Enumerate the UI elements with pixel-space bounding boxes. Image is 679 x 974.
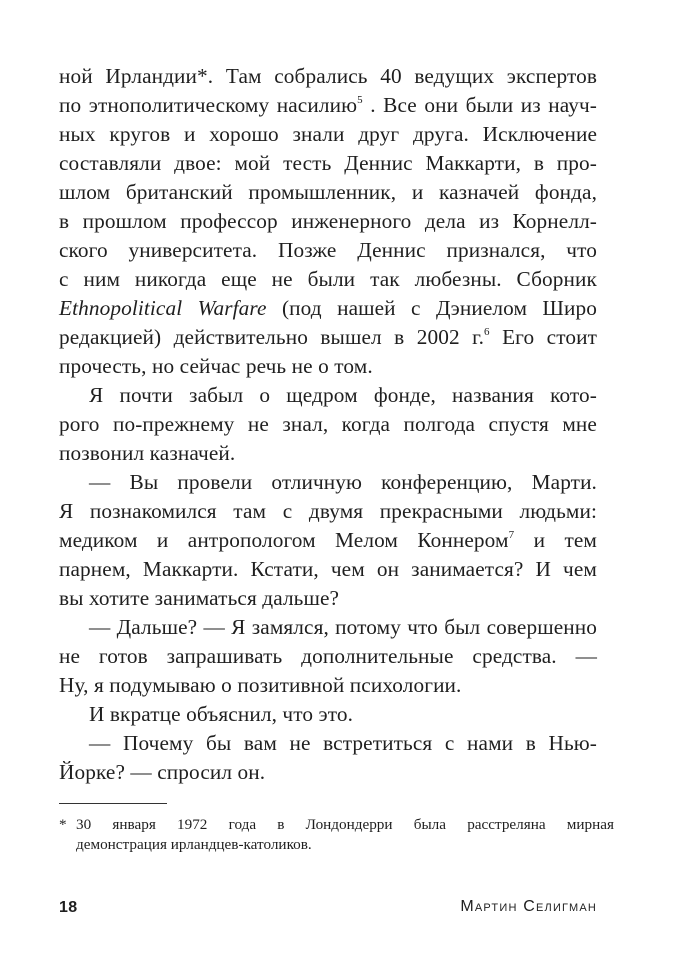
text-line: ных кругов и хорошо знали друг друга. Исключение [59, 122, 597, 146]
book-title: Ethnopolitical Warfare [59, 296, 267, 320]
text-line: прочесть, но сейчас речь не о том. [59, 354, 373, 378]
text-line: Ну, я подумываю о позитивной психологии. [59, 673, 462, 697]
text-line: шлом британский промышленник, и казначей фонда, [59, 180, 597, 204]
footnote-line: демонстрация ирландцев-католиков. [76, 836, 312, 853]
text-line: ского университета. Позже Деннис признался, что [59, 238, 597, 262]
footnote-ref-7[interactable]: 7 [508, 529, 515, 541]
text-line: рого по-прежнему не знал, когда полгода спустя мне [59, 412, 597, 436]
text-line: по этнополитическому насилию$^5$ . Все они были из науч- [59, 93, 597, 117]
footnote-ref-6[interactable]: 6 [484, 326, 490, 338]
text-line: Я познакомился там с двумя прекрасными людьми: [59, 499, 597, 523]
footnote [59, 815, 614, 855]
text-line: редакцией) действительно вышел в 2002 г.$^6$ Его стоит [59, 325, 597, 349]
text-line: составляли двое: мой тесть Деннис Маккарти, в про- [59, 151, 597, 175]
text-line: не готов запрашивать дополнительные средства. — [59, 644, 597, 668]
text-line: в прошлом профессор инженерного дела из Корнелл- [59, 209, 597, 233]
text-line: ной Ирландии*. Там собрались 40 ведущих экспертов [59, 64, 597, 88]
text-line: И вкратце объяснил, что это. [89, 702, 354, 726]
text-line: с ним никогда еще не были так любезны. Сборник [59, 267, 597, 291]
footnote-ref-5[interactable]: 5 [357, 94, 363, 106]
text-line: — Почему бы вам не встретиться с нами в Нью- [89, 731, 597, 755]
running-head-author: Мартин Селигман [460, 898, 597, 915]
text-line: Йорке? — спросил он. [59, 760, 266, 784]
text-line: парнем, Маккарти. Кстати, чем он занимается? И чем [59, 557, 597, 581]
text-line: вы хотите заниматься дальше? [59, 586, 340, 610]
text-line: Я почти забыл о щедром фонде, названия кото- [89, 383, 597, 407]
page-number: 18 [59, 899, 78, 916]
body-text [59, 62, 597, 787]
text-line: — Дальше? — Я замялся, потому что был совершенно [89, 615, 597, 639]
footnote-line: * 30 января 1972 года в Лондондерри была расстреляна мирная [59, 816, 614, 833]
text-line: Ethnopolitical Warfare (под нашей с Дэниелом Широ [59, 296, 597, 320]
text-line: медиком и антропологом Мелом Коннером$^7$ и тем [59, 528, 597, 552]
footnote-mark: * [59, 816, 67, 833]
footnote-divider [59, 803, 167, 804]
text-line: — Вы провели отличную конференцию, Марти. [89, 470, 597, 494]
text-line: позвонил казначей. [59, 441, 236, 465]
